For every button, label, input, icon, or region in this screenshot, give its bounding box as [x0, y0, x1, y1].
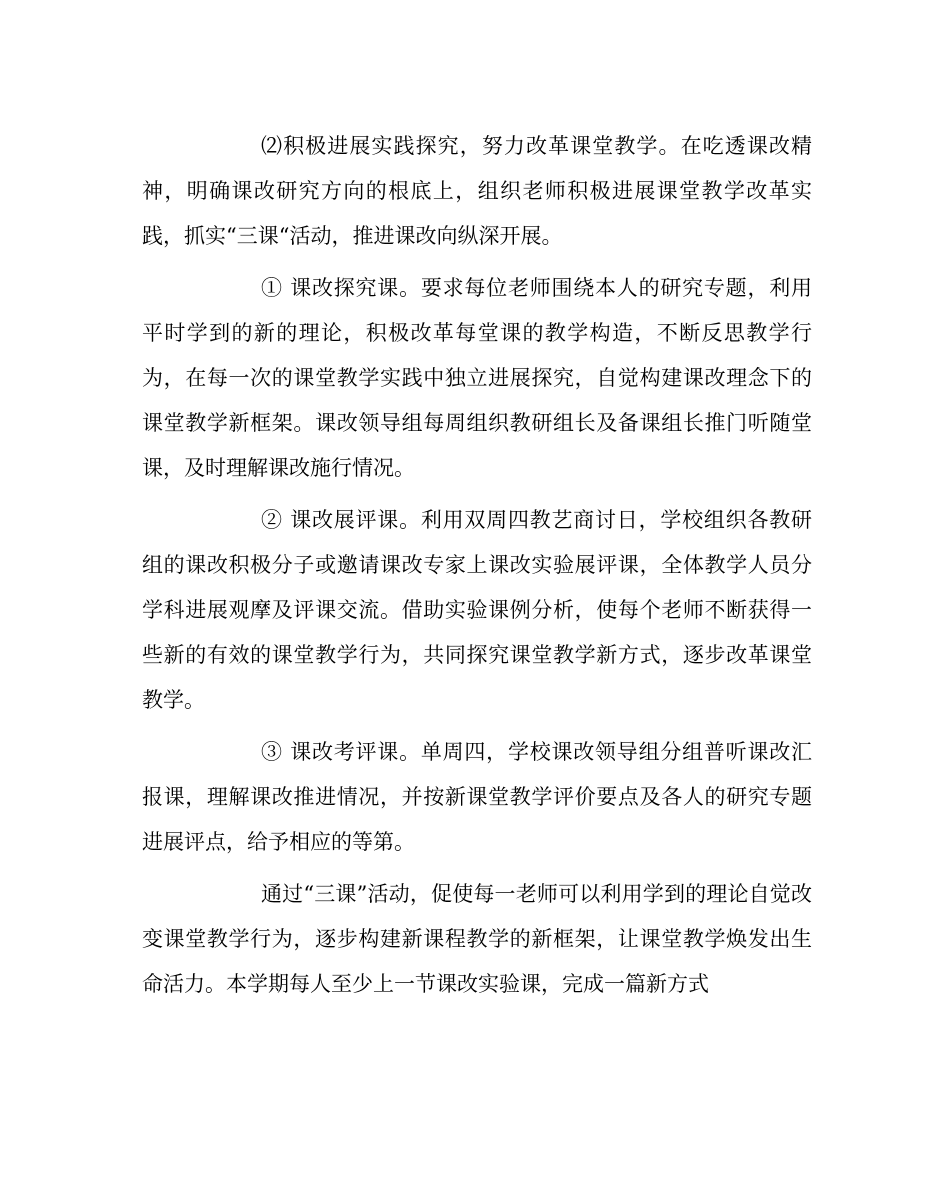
paragraph-practice-exploration: ⑵积极进展实践探究，努力改革课堂教学。在吃透课改精神，明确课改研究方向的根底上，组织老师积极进展课堂教学改革实践，抓实“三课“活动，推进课改向纵深开展。: [142, 134, 812, 248]
paragraph-assessment-class: ③ 课改考评课。单周四，学校课改领导组分组普听课改汇报课，理解课改推进情况，并按新课堂教学评价要点及各人的研究专题进展评点，给予相应的等第。: [142, 740, 812, 854]
paragraph-three-classes-summary: 通过“三课”活动，促使每一老师可以利用学到的理论自觉改变课堂教学行为，逐步构建新课程教学的新框架，让课堂教学焕发出生命活力。本学期每人至少上一节课改实验课，完成一篇新方式: [142, 882, 812, 996]
document-body: [142, 124, 812, 1014]
paragraph-showcase-class: ② 课改展评课。利用双周四教艺商讨日，学校组织各教研组的课改积极分子或邀请课改专家上课改实验展评课，全体教学人员分学科进展观摩及评课交流。借助实验课例分析，使每个老师不断获得一些新的有效的课堂教学行为，共同探究课堂教学新方式，逐步改革课堂教学。: [142, 508, 812, 712]
paragraph-exploration-class: ① 课改探究课。要求每位老师围绕本人的研究专题，利用平时学到的新的理论，积极改革每堂课的教学构造，不断反思教学行为，在每一次的课堂教学实践中独立进展探究，自觉构建课改理念下的课堂教学新框架。课改领导组每周组织教研组长及备课组长推门听随堂课，及时理解课改施行情况。: [142, 276, 812, 480]
